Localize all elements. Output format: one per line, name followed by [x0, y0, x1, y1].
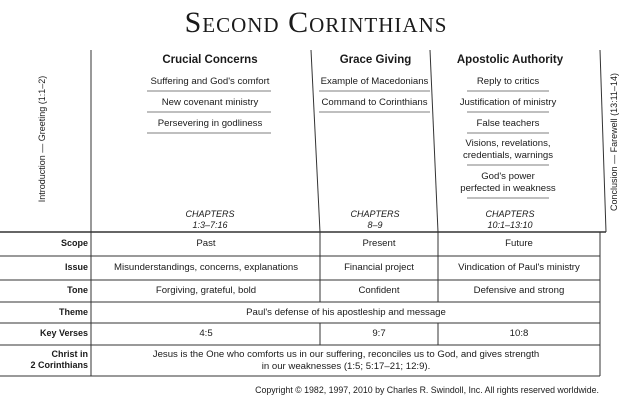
row-label-christ-line1: Christ in — [51, 349, 88, 359]
section-item: Reply to critics — [476, 76, 540, 87]
section-item: False teachers — [476, 118, 540, 129]
key-verse-cell: 9:7 — [372, 328, 386, 339]
chapters-range: 8–9 — [367, 220, 383, 230]
christ-cell — [92, 349, 600, 373]
conclusion-label: Conclusion — Farewell (13:11–14) — [609, 73, 619, 211]
chapters-label: CHAPTERS — [350, 209, 400, 219]
section-item: New covenant ministry — [161, 97, 259, 108]
row-label-tone: Tone — [67, 285, 88, 295]
section-item: Persevering in godliness — [157, 118, 263, 129]
row-label-theme: Theme — [58, 307, 88, 317]
section-item: Suffering and God's comfort — [150, 76, 270, 87]
chapters-range: 10:1–13:10 — [487, 220, 533, 230]
section-item: God's power perfected in weakness — [460, 171, 556, 194]
section-item: Justification of ministry — [459, 97, 557, 108]
section-heading-grace-giving: Grace Giving — [339, 54, 412, 66]
introduction-label: Introduction — Greeting (1:1–2) — [37, 75, 47, 203]
row-label-key-verses: Key Verses — [39, 328, 88, 338]
scope-cell: Past — [196, 238, 216, 249]
issue-cell: Financial project — [344, 262, 414, 273]
issue-cell: Vindication of Paul's ministry — [458, 262, 580, 273]
section-item: Example of Macedonians — [320, 76, 429, 87]
section-item: Command to Corinthians — [321, 97, 428, 108]
copyright-notice: Copyright © 1982, 1997, 2010 by Charles R. Swindoll, Inc. All rights reserved worldwide. — [255, 385, 599, 395]
christ-text-line2: in our weaknesses (1:5; 5:17–21; 12:9). — [261, 361, 431, 372]
section-heading-crucial-concerns: Crucial Concerns — [162, 54, 258, 66]
tone-cell: Defensive and strong — [473, 285, 565, 296]
row-label-scope: Scope — [60, 238, 88, 248]
tone-cell: Forgiving, grateful, bold — [155, 285, 257, 296]
issue-cell: Misunderstandings, concerns, explanations — [114, 262, 298, 273]
section-heading-apostolic-authority: Apostolic Authority — [456, 54, 564, 66]
row-label-christ — [0, 349, 88, 371]
christ-text-line1: Jesus is the One who comforts us in our suffering, reconciles us to God, and gives strength — [152, 349, 540, 360]
row-label-christ-line2: 2 Corinthians — [30, 360, 88, 370]
chapters-label: CHAPTERS — [485, 209, 535, 219]
key-verse-cell: 4:5 — [199, 328, 213, 339]
key-verse-cell: 10:8 — [509, 328, 529, 339]
scope-cell: Present — [362, 238, 396, 249]
tone-cell: Confident — [358, 285, 400, 296]
row-label-issue: Issue — [64, 262, 88, 272]
chapters-label: CHAPTERS — [185, 209, 235, 219]
chapters-range: 1:3–7:16 — [192, 220, 228, 230]
theme-cell: Paul's defense of his apostleship and message — [246, 307, 446, 318]
section-item: Visions, revelations, credentials, warnings — [462, 138, 554, 161]
chart-title: Second Corinthians — [184, 6, 448, 39]
scope-cell: Future — [505, 238, 533, 249]
